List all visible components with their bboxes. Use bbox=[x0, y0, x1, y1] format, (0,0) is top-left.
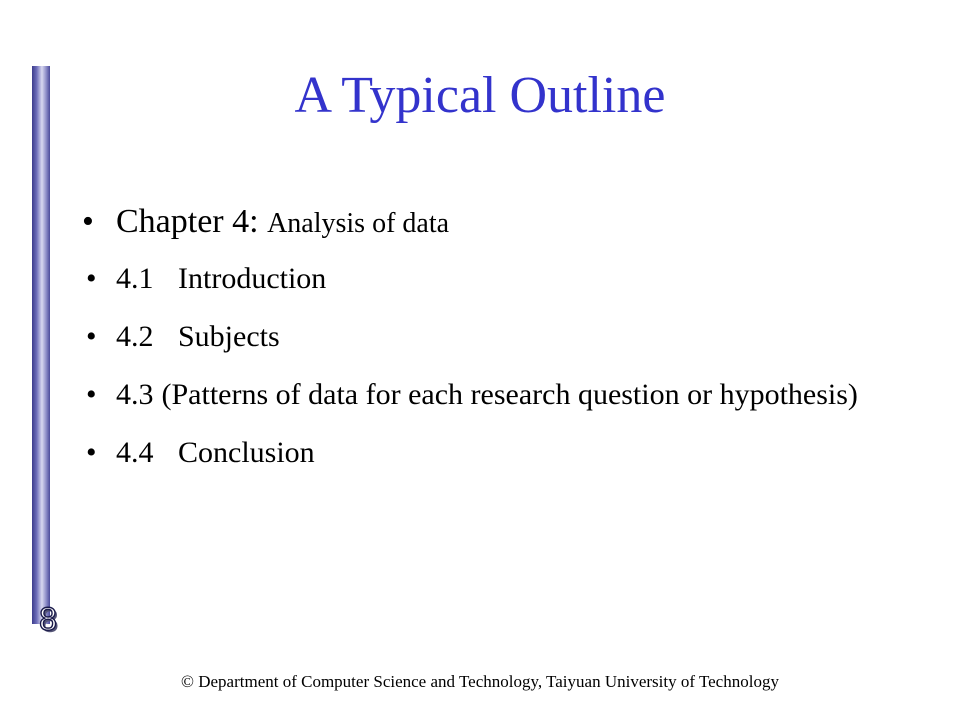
bullet-number: 4.2 bbox=[116, 320, 154, 353]
footer-copyright: © Department of Computer Science and Technology, Taiyuan University of Technology bbox=[181, 672, 779, 691]
bullet-number: 4.4 bbox=[116, 436, 154, 469]
bullet-item bbox=[82, 378, 896, 412]
page-number: 8 bbox=[39, 601, 57, 637]
bullet-item bbox=[82, 320, 896, 354]
chapter-title: Analysis of data bbox=[267, 208, 450, 239]
side-accent-bar bbox=[32, 66, 50, 624]
bullet-chapter bbox=[82, 200, 896, 246]
bullet-item bbox=[82, 436, 896, 470]
bullet-text: Conclusion bbox=[178, 436, 315, 469]
chapter-label: Chapter 4: bbox=[116, 203, 259, 240]
bullet-number: 4.1 bbox=[116, 262, 154, 295]
bullet-number: 4.3 bbox=[116, 378, 154, 411]
bullet-text: Subjects bbox=[178, 320, 280, 353]
bullet-text: (Patterns of data for each research question or hypothesis) bbox=[161, 378, 858, 411]
bullet-item bbox=[82, 262, 896, 296]
bullet-list bbox=[82, 200, 896, 494]
bullet-text: Introduction bbox=[178, 262, 327, 295]
slide-title: A Typical Outline bbox=[294, 67, 666, 124]
